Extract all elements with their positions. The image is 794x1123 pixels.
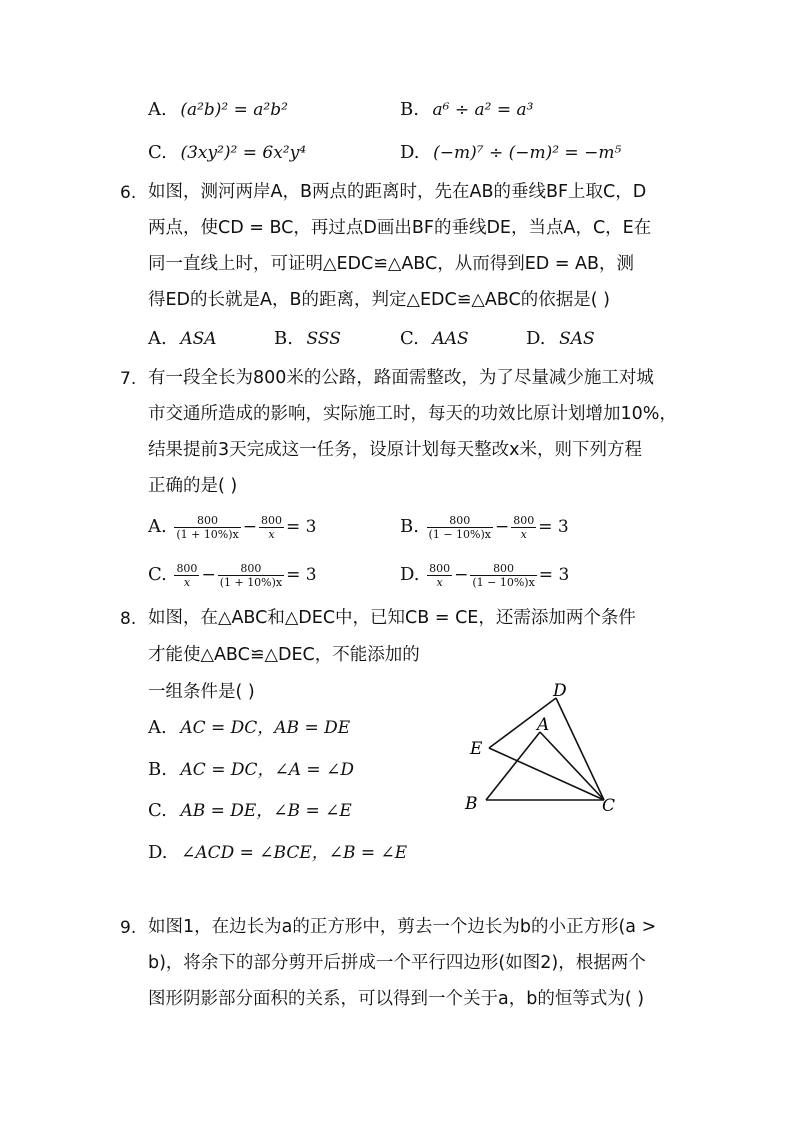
q5-option-d[interactable] xyxy=(400,141,621,165)
question-number: 7. xyxy=(120,369,137,389)
q9-text-line: b)，将余下的部分剪开后拼成一个平行四边形(如图2)，根据两个 xyxy=(148,953,646,973)
point-label-C: C xyxy=(602,796,616,816)
option-label: C. xyxy=(148,564,167,585)
triangle-figure xyxy=(455,678,635,828)
option-label: D. xyxy=(400,142,420,163)
q8-option-a[interactable] xyxy=(148,716,350,740)
denominator: (1 + 10%)x xyxy=(176,527,239,541)
option-label: D. xyxy=(526,328,546,349)
q6-option-a[interactable] xyxy=(148,327,217,351)
option-expression: (−m)⁷ ÷ (−m)² = −m⁵ xyxy=(433,143,622,163)
numerator: 800 xyxy=(197,513,219,527)
q8-option-d[interactable] xyxy=(148,841,407,865)
denominator: (1 − 10%)x xyxy=(472,575,535,589)
point-label-A: A xyxy=(537,715,550,735)
point-label-B: B xyxy=(465,794,478,814)
q7-option-c[interactable] xyxy=(148,558,317,592)
q6-option-b[interactable] xyxy=(274,327,341,351)
q5-option-c[interactable] xyxy=(148,141,306,165)
option-label: C. xyxy=(400,328,419,349)
equation-rhs: = 3 xyxy=(538,517,569,537)
option-label: C. xyxy=(148,800,167,821)
q6-option-d[interactable] xyxy=(526,327,595,351)
fraction xyxy=(259,514,284,541)
option-label: B. xyxy=(400,516,419,537)
option-label: B. xyxy=(148,759,167,780)
q9-text-line: 如图1，在边长为a的正方形中，剪去一个边长为b的小正方形(a > xyxy=(148,917,657,937)
fraction xyxy=(218,562,284,589)
numerator: 800 xyxy=(176,561,198,575)
q5-option-a[interactable] xyxy=(148,98,288,122)
option-expression: AB = DE，∠B = ∠E xyxy=(180,801,352,821)
equation-rhs: = 3 xyxy=(286,565,317,585)
option-expression: AC = DC，AB = DE xyxy=(180,718,351,738)
option-expression: (3xy²)² = 6x²y⁴ xyxy=(180,143,307,163)
option-label: A. xyxy=(148,516,167,537)
fraction xyxy=(174,514,240,541)
option-expression: SSS xyxy=(306,329,341,349)
numerator: 800 xyxy=(513,513,535,527)
q6-text-line: 如图，测河两岸A，B两点的距离时，先在AB的垂线BF上取C，D xyxy=(148,182,647,202)
fraction xyxy=(511,514,536,541)
q8-text-line: 才能使△ABC≌△DEC，不能添加的 xyxy=(148,645,420,665)
minus-sign: − xyxy=(494,517,510,537)
segment-AC xyxy=(540,732,604,800)
minus-sign: − xyxy=(242,517,258,537)
denominator: (1 − 10%)x xyxy=(428,527,491,541)
option-expression: AAS xyxy=(432,329,469,349)
q8-option-c[interactable] xyxy=(148,799,352,823)
q7-text-line: 市交通所造成的影响，实际施工时，每天的功效比原计划增加10%， xyxy=(148,404,677,424)
option-label: B. xyxy=(274,328,293,349)
option-label: A. xyxy=(148,717,167,738)
numerator: 800 xyxy=(240,561,262,575)
option-expression: a⁶ ÷ a² = a³ xyxy=(432,100,534,120)
fraction xyxy=(427,562,452,589)
numerator: 800 xyxy=(449,513,471,527)
point-label-E: E xyxy=(470,739,483,759)
q9-text-line: 图形阴影部分面积的关系，可以得到一个关于a，b的恒等式为( ) xyxy=(148,989,645,1009)
equation-rhs: = 3 xyxy=(538,565,570,585)
numerator: 800 xyxy=(261,513,283,527)
q8-text-line: 一组条件是( ) xyxy=(148,682,255,702)
point-label-D: D xyxy=(553,681,567,701)
denominator: x xyxy=(174,575,199,589)
option-expression: AC = DC，∠A = ∠D xyxy=(180,760,354,780)
option-label: B. xyxy=(400,99,419,120)
option-label: C. xyxy=(148,142,167,163)
question-number: 9. xyxy=(120,918,137,938)
q7-option-b[interactable] xyxy=(400,510,569,544)
denominator: x xyxy=(259,527,284,541)
q8-text-line: 如图，在△ABC和△DEC中，已知CB = CE，还需添加两个条件 xyxy=(148,608,636,628)
q7-text-line: 结果提前3天完成这一任务，设原计划每天整改x米，则下列方程 xyxy=(148,440,642,460)
q7-option-d[interactable] xyxy=(400,558,569,592)
question-number: 6. xyxy=(120,183,137,203)
fraction xyxy=(427,514,493,541)
q7-text-line: 正确的是( ) xyxy=(148,476,238,496)
minus-sign: − xyxy=(454,565,469,585)
question-number: 8. xyxy=(120,609,137,629)
fraction xyxy=(470,562,536,589)
option-expression: ASA xyxy=(180,329,217,349)
numerator: 800 xyxy=(429,561,451,575)
q6-text-line: 得ED的长就是A，B的距离，判定△EDC≌△ABC的依据是( ) xyxy=(148,290,610,310)
q7-option-a[interactable] xyxy=(148,510,316,544)
denominator: (1 + 10%)x xyxy=(219,575,283,589)
q6-text-line: 两点，使CD = BC，再过点D画出BF的垂线DE，当点A，C，E在 xyxy=(148,218,652,238)
segment-BA xyxy=(486,732,540,800)
option-label: A. xyxy=(148,328,167,349)
numerator: 800 xyxy=(493,561,515,575)
q5-option-b[interactable] xyxy=(400,98,534,122)
denominator: x xyxy=(511,527,536,541)
option-expression: (a²b)² = a²b² xyxy=(180,100,288,120)
q6-option-c[interactable] xyxy=(400,327,469,351)
denominator: x xyxy=(427,575,452,589)
q6-text-line: 同一直线上时，可证明△EDC≌△ABC，从而得到ED = AB，测 xyxy=(148,254,635,274)
option-label: D. xyxy=(148,842,168,863)
option-label: A. xyxy=(148,99,167,120)
minus-sign: − xyxy=(201,565,216,585)
q8-option-b[interactable] xyxy=(148,758,354,782)
equation-rhs: = 3 xyxy=(286,517,317,537)
option-label: D. xyxy=(400,564,420,585)
segment-DC xyxy=(556,698,604,800)
option-expression: SAS xyxy=(559,329,595,349)
q7-text-line: 有一段全长为800米的公路，路面需整改，为了尽量减少施工对城 xyxy=(148,368,654,388)
option-expression: ∠ACD = ∠BCE，∠B = ∠E xyxy=(181,843,408,863)
fraction xyxy=(174,562,199,589)
